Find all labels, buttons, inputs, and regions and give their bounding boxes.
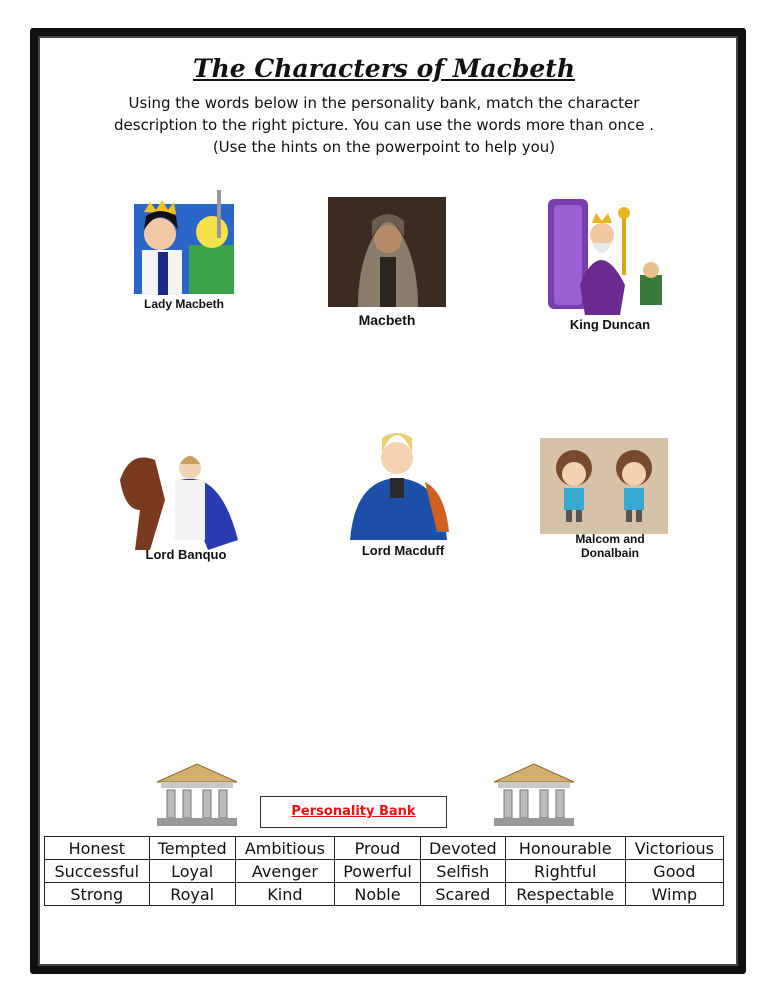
personality-bank-label: Personality Bank (260, 796, 447, 828)
word-cell: Devoted (420, 837, 505, 860)
word-cell: Honest (45, 837, 150, 860)
word-cell: Loyal (149, 860, 235, 883)
word-cell: Noble (335, 883, 421, 906)
macbeth-caption: Macbeth (358, 312, 416, 328)
word-cell: Powerful (335, 860, 421, 883)
table-row (45, 837, 724, 860)
word-cell: Tempted (149, 837, 235, 860)
word-cell: Respectable (505, 883, 625, 906)
lord-banquo-image (120, 440, 240, 550)
word-cell: Scared (420, 883, 505, 906)
lord-macduff-image (340, 422, 455, 540)
word-cell: Kind (235, 883, 334, 906)
table-row (45, 883, 724, 906)
word-cell: Good (625, 860, 723, 883)
bank-building-icon (492, 762, 576, 828)
word-cell: Proud (335, 837, 421, 860)
word-cell: Victorious (625, 837, 723, 860)
word-cell: Strong (45, 883, 150, 906)
lady-macbeth-image (134, 190, 234, 295)
word-cell: Honourable (505, 837, 625, 860)
word-cell: Avenger (235, 860, 334, 883)
table-row (45, 860, 724, 883)
page-title: The Characters of Macbeth (193, 54, 575, 83)
malcom-donalbain-caption: Malcom and Donalbain (575, 532, 645, 560)
lord-macduff-caption: Lord Macduff (361, 543, 445, 558)
lady-macbeth-caption: Lady Macbeth (143, 297, 224, 311)
word-cell: Wimp (625, 883, 723, 906)
word-cell: Royal (149, 883, 235, 906)
bank-building-icon (155, 762, 239, 828)
word-cell: Ambitious (235, 837, 334, 860)
king-duncan-caption: King Duncan (569, 317, 651, 332)
malcom-donalbain-image (540, 438, 668, 534)
lord-banquo-caption: Lord Banquo (145, 547, 227, 562)
word-cell: Selfish (420, 860, 505, 883)
king-duncan-image (540, 195, 675, 315)
word-cell: Rightful (505, 860, 625, 883)
word-cell: Successful (45, 860, 150, 883)
personality-bank-table (44, 836, 724, 906)
instructions: Using the words below in the personality bank, match the character description to the right picture. You can use the words more than once . (Use the hints on the powerpoint to help you) (114, 94, 654, 156)
macbeth-image (328, 197, 446, 307)
